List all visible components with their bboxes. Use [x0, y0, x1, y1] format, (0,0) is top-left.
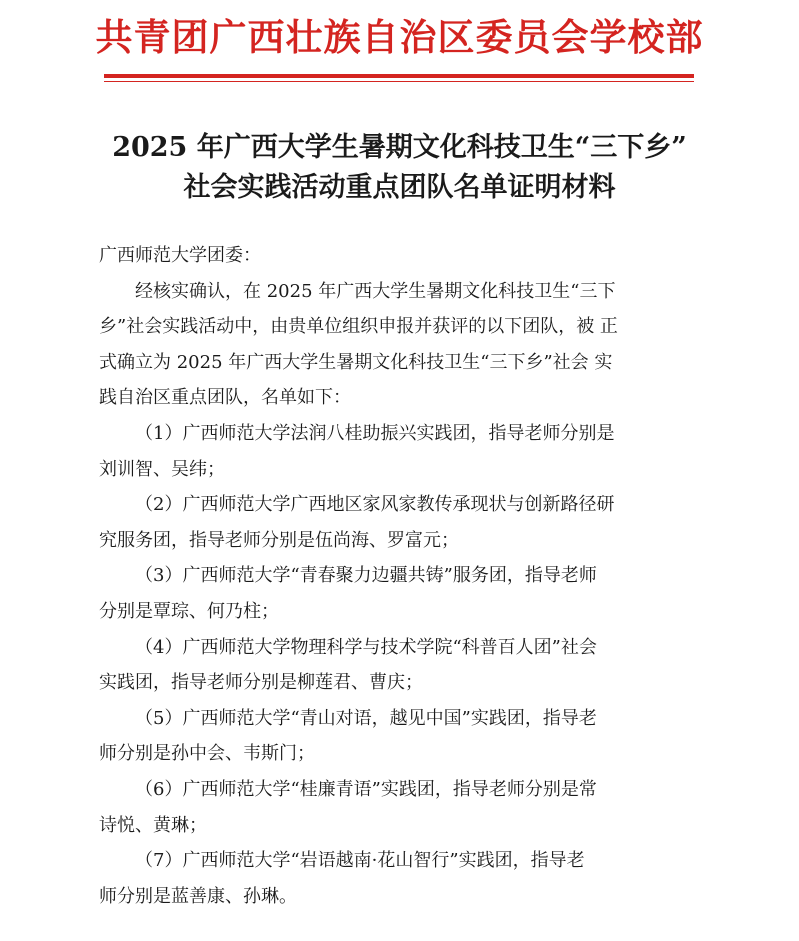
team-item-6-line-2: 诗悦、黄琳；: [99, 814, 207, 836]
recipient-line: 广西师范大学团委：: [99, 245, 261, 266]
team-item-3-line-1: （3）广西师范大学“青春聚力边疆共铸”服务团，指导老师: [135, 565, 597, 587]
paragraph-line: 乡”社会实践活动中，由贵单位组织申报并获评的以下团队，被 正: [99, 316, 618, 338]
letterhead-rule-thin: [104, 81, 694, 82]
team-item-6-line-1: （6）广西师范大学“桂廉青语”实践团，指导老师分别是常: [135, 778, 597, 800]
team-item-2-line-2: 究服务团，指导老师分别是伍尚海、罗富元；: [99, 529, 459, 551]
document-title-line-1: 2025 年广西大学生暑期文化科技卫生“三下乡”: [112, 132, 687, 163]
letterhead-rule-thick: [104, 74, 694, 78]
team-item-1-line-2: 刘训智、吴纬；: [99, 458, 225, 480]
team-item-1-line-1: （1）广西师范大学法润八桂助振兴实践团，指导老师分别是: [135, 422, 615, 444]
paragraph-line: 践自治区重点团队，名单如下：: [99, 387, 351, 409]
team-item-7-line-2: 师分别是蓝善康、孙琳。: [99, 885, 297, 907]
paragraph-line: 经核实确认，在 2025 年广西大学生暑期文化科技卫生“三下: [135, 280, 616, 302]
document-title-line-2: 社会实践活动重点团队名单证明材料: [183, 172, 616, 203]
team-item-4-line-2: 实践团，指导老师分别是柳莲君、曹庆；: [99, 672, 423, 694]
team-item-5-line-2: 师分别是孙中会、韦斯门；: [99, 743, 315, 765]
team-item-5-line-1: （5）广西师范大学“青山对语，越见中国”实践团，指导老: [135, 707, 597, 729]
team-item-3-line-2: 分别是覃琮、何乃柱；: [99, 600, 279, 622]
document-body: [99, 238, 719, 914]
team-item-7-line-1: （7）广西师范大学“岩语越南·花山智行”实践团，指导老: [135, 850, 585, 872]
paragraph-line: 式确立为 2025 年广西大学生暑期文化科技卫生“三下乡”社会 实: [99, 351, 613, 373]
team-item-2-line-1: （2）广西师范大学广西地区家风家教传承现状与创新路径研: [135, 494, 615, 516]
team-item-4-line-1: （4）广西师范大学物理科学与技术学院“科普百人团”社会: [135, 636, 597, 658]
letterhead-title: 共青团广西壮族自治区委员会学校部: [95, 16, 704, 59]
